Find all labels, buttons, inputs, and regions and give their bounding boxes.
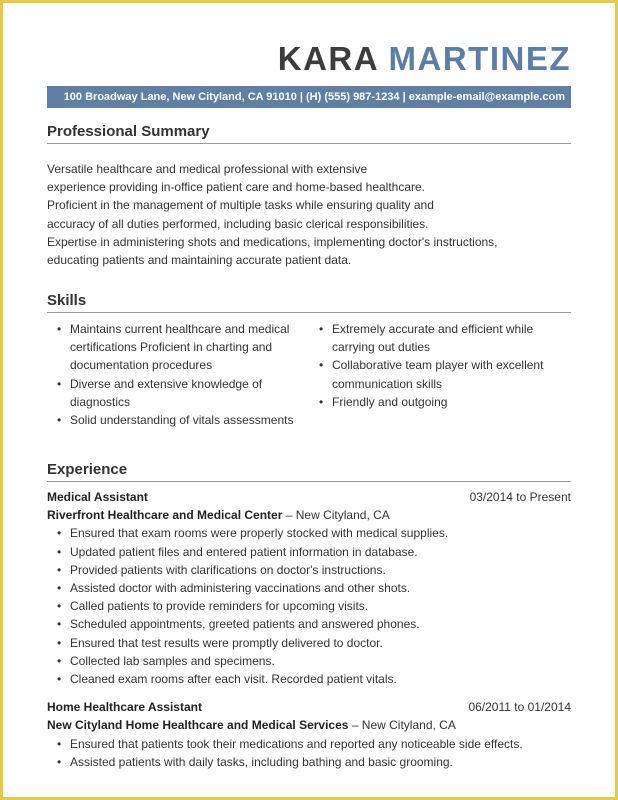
employer-name: Riverfront Healthcare and Medical Center: [47, 508, 283, 523]
duty-item: • Ensured that exam rooms were properly stocked with medical supplies.: [57, 524, 571, 542]
skills-list-right: [309, 320, 571, 429]
summary-line: Proficient in the management of multiple tasks while ensuring quality and: [47, 198, 434, 213]
duty-item: • Scheduled appointments, greeted patients and answered phones.: [57, 615, 571, 633]
skills-list-left: [47, 320, 309, 429]
employer-name: New Cityland Home Healthcare and Medical Services: [47, 718, 349, 733]
job-employer: [47, 716, 571, 734]
skill-item: • Maintains current healthcare and medical certifications Proficient in charting and documentation procedures: [57, 320, 309, 375]
last-name: MARTINEZ: [388, 40, 571, 77]
contact-info: 100 Broadway Lane, New Cityland, CA 91010 | (H) (555) 987-1234 | example-email@example.com: [63, 91, 565, 103]
candidate-name: [278, 40, 571, 78]
contact-bar: [47, 86, 571, 108]
skill-item: • Friendly and outgoing: [319, 393, 571, 411]
job-entry: [47, 698, 571, 771]
summary-line: experience providing in-office patient care and home-based healthcare.: [47, 180, 426, 195]
skill-item: • Diverse and extensive knowledge of diagnostics: [57, 375, 309, 411]
skills-section: [47, 292, 571, 429]
duty-list: [47, 735, 571, 771]
duty-item: • Provided patients with clarifications on doctor's instructions.: [57, 561, 571, 579]
job-entry: [47, 488, 571, 688]
duty-item: • Cleaned exam rooms after each visit. Recorded patient vitals.: [57, 670, 571, 688]
duty-item: • Ensured that patients took their medications and reported any noticeable side effects.: [57, 735, 571, 753]
job-dates: 03/2014 to Present: [469, 490, 571, 504]
summary-heading: Professional Summary: [47, 123, 571, 144]
skill-item: • Solid understanding of vitals assessments: [57, 411, 309, 429]
summary-section: [47, 123, 571, 269]
duty-item: • Collected lab samples and specimens.: [57, 652, 571, 670]
job-title: Home Healthcare Assistant: [47, 700, 202, 715]
summary-line: educating patients and maintaining accurate patient data.: [47, 253, 352, 268]
duty-item: • Assisted patients with daily tasks, including bathing and basic grooming.: [57, 753, 571, 771]
duty-item: • Ensured that test results were promptly delivered to doctor.: [57, 634, 571, 652]
job-header: [47, 698, 571, 716]
duty-list: [47, 524, 571, 688]
skills-columns: [47, 320, 571, 429]
duty-item: • Called patients to provide reminders for upcoming visits.: [57, 597, 571, 615]
skills-heading: Skills: [47, 292, 571, 313]
duty-item: • Updated patient files and entered patient information in database.: [57, 543, 571, 561]
summary-text: [47, 160, 571, 269]
experience-section: [47, 461, 571, 771]
summary-line: Expertise in administering shots and medications, implementing doctor's instructions,: [47, 234, 498, 249]
job-title: Medical Assistant: [47, 490, 148, 504]
skill-item: • Collaborative team player with excellent communication skills: [319, 356, 571, 392]
summary-line: accuracy of all duties performed, including basic clerical responsibilities.: [47, 216, 429, 231]
first-name: KARA: [277, 40, 378, 77]
experience-heading: Experience: [47, 461, 571, 482]
duty-item: • Assisted doctor with administering vaccinations and other shots.: [57, 579, 571, 597]
employer-location: – New Cityland, CA: [282, 508, 390, 523]
summary-line: Versatile healthcare and medical professional with extensive: [47, 162, 368, 176]
skill-item: • Extremely accurate and efficient while carrying out duties: [319, 320, 571, 356]
job-header: [47, 488, 571, 506]
job-dates: 06/2011 to 01/2014: [468, 700, 571, 715]
job-employer: [47, 506, 571, 524]
employer-location: – New Cityland, CA: [348, 718, 456, 733]
